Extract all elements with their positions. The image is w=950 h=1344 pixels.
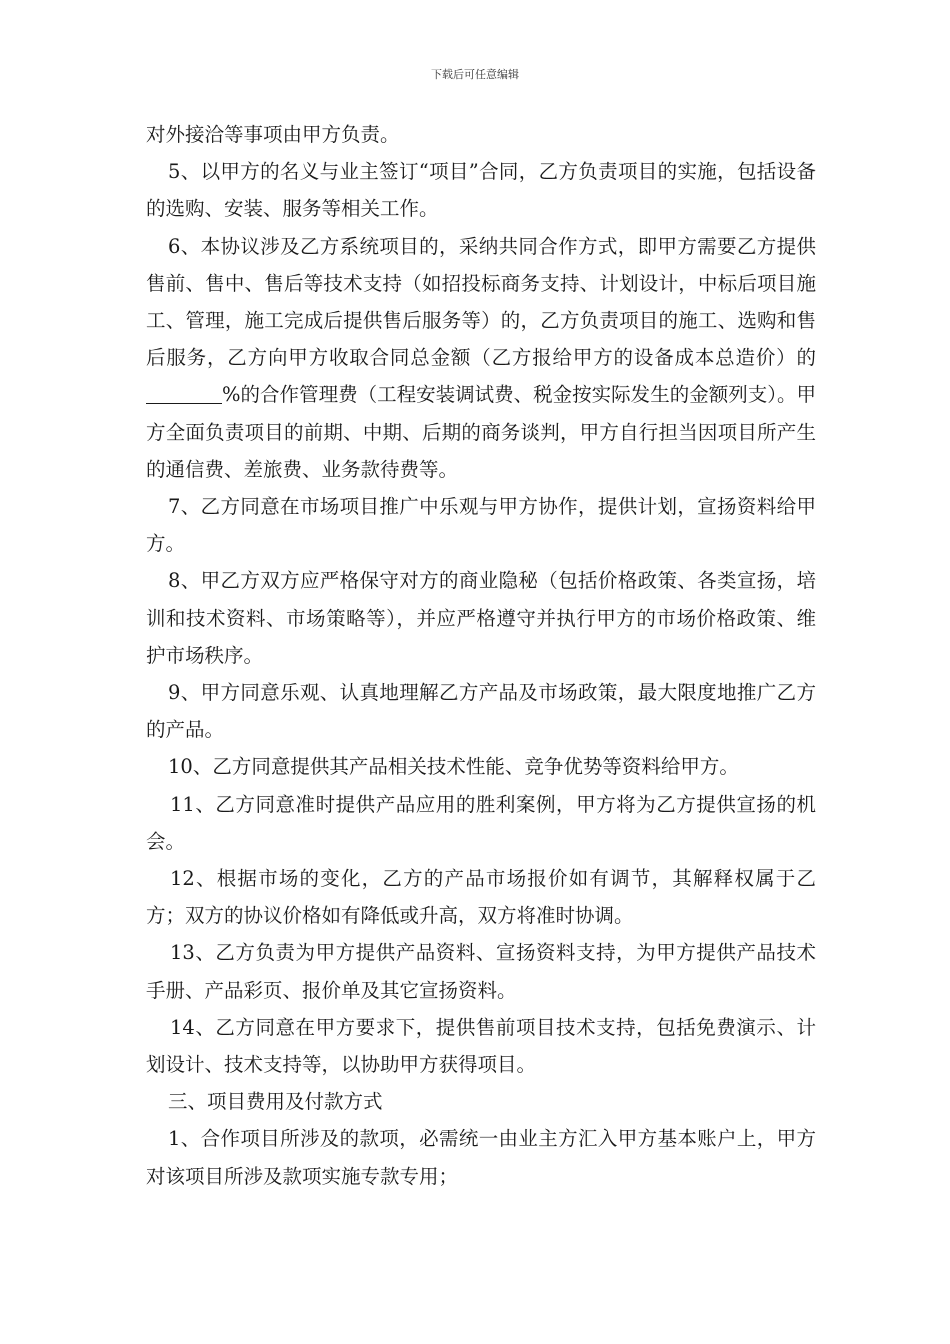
document-body	[146, 116, 816, 1195]
section-3-clause-1: 1、合作项目所涉及的款项，必需统一由业主方汇入甲方基本账户上，甲方对该项目所涉及款项实施专款专用；	[146, 1127, 816, 1188]
clause-5: 5、以甲方的名义与业主签订“项目”合同，乙方负责项目的实施，包括设备的选购、安装、服务等相关工作。	[146, 160, 816, 221]
clause-7: 7、乙方同意在市场项目推广中乐观与甲方协作，提供计划，宣扬资料给甲方。	[146, 495, 816, 556]
page-header: 下载后可任意编辑	[431, 68, 519, 81]
fill-in-blank	[146, 384, 222, 405]
clause-8: 8、甲乙方双方应严格保守对方的商业隐秘（包括价格政策、各类宣扬，培训和技术资料、市场策略等），并应严格遵守并执行甲方的市场价格政策、维护市场秩序。	[146, 569, 816, 667]
clause-6-before: 6、本协议涉及乙方系统项目的，采纳共同合作方式，即甲方需要乙方提供售前、售中、售后等技术支持（如招投标商务支持、计划设计，中标后项目施工、管理，施工完成后提供售后服务等）的，乙方负责项目的施工、选购和售后服务，乙方向甲方收取合同总金额（乙方报给甲方的设备成本总造价）的	[146, 234, 816, 370]
clause-11: 11、乙方同意准时提供产品应用的胜利案例，甲方将为乙方提供宣扬的机会。	[146, 792, 816, 853]
clause-12: 12、根据市场的变化，乙方的产品市场报价如有调节，其解释权属于乙方；双方的协议价格如有降低或升高，双方将准时协调。	[146, 867, 816, 928]
clause-9: 9、甲方同意乐观、认真地理解乙方产品及市场政策，最大限度地推广乙方的产品。	[146, 681, 816, 742]
paragraph-continuation: 对外接洽等事项由甲方负责。	[146, 123, 400, 146]
clause-13: 13、乙方负责为甲方提供产品资料、宣扬资料支持，为甲方提供产品技术手册、产品彩页、报价单及其它宣扬资料。	[146, 941, 816, 1002]
clause-14: 14、乙方同意在甲方要求下，提供售前项目技术支持，包括免费演示、计划设计、技术支持等，以协助甲方获得项目。	[146, 1015, 816, 1077]
clause-6-after: %的合作管理费（工程安装调试费、税金按实际发生的金额列支）。甲方全面负责项目的前期、中期、后期的商务谈判，甲方自行担当因项目所产生的通信费、差旅费、业务款待费等。	[146, 383, 816, 481]
clause-10: 10、乙方同意提供其产品相关技术性能、竞争优势等资料给甲方。	[168, 755, 739, 779]
section-heading-3: 三、项目费用及付款方式	[168, 1090, 383, 1114]
clause-6	[146, 228, 816, 488]
